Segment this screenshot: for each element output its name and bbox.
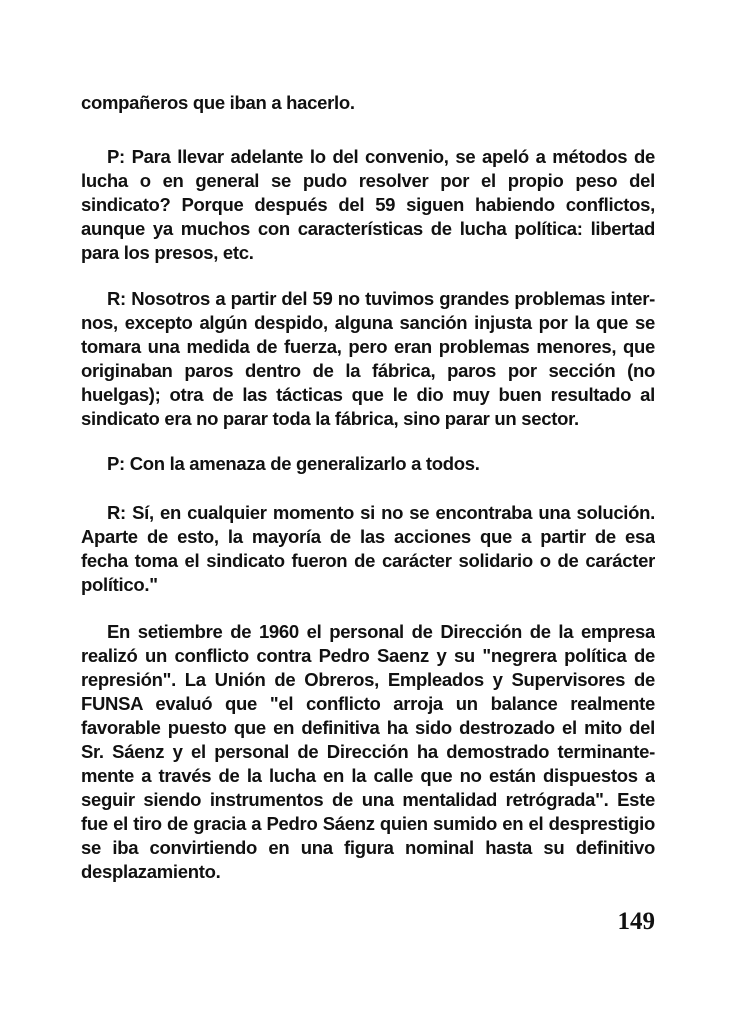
text-line: seguir siendo instrumentos de una mentalidad retrógrada". Este xyxy=(81,789,655,810)
paragraph xyxy=(81,501,655,597)
text-line: sindicato era no parar toda la fábrica, sino parar un sector. xyxy=(81,408,579,429)
text-line: favorable puesto que en definitiva ha sido destrozado el mito del xyxy=(81,717,655,738)
text-line: Aparte de esto, la mayoría de las acciones que a partir de esa xyxy=(81,526,655,547)
paragraph xyxy=(81,145,655,265)
text-line: FUNSA evaluó que "el conflicto arroja un balance realmente xyxy=(81,693,655,714)
text-line: político." xyxy=(81,574,158,595)
text-line: originaban paros dentro de la fábrica, paros por sección (no xyxy=(81,360,655,381)
text-line: En setiembre de 1960 el personal de Dirección de la empresa xyxy=(107,621,655,642)
paragraph xyxy=(81,620,655,884)
text-line: represión". La Unión de Obreros, Empleados y Supervisores de xyxy=(81,669,655,690)
page-number: 149 xyxy=(617,908,655,935)
text-line: nos, excepto algún despido, alguna sanción injusta por la que se xyxy=(81,312,655,333)
text-line: R: Sí, en cualquier momento si no se encontraba una solución. xyxy=(107,502,655,523)
text-line: se iba convirtiendo en una figura nominal hasta su definitivo xyxy=(81,837,655,858)
text-line: lucha o en general se pudo resolver por el propio peso del xyxy=(81,170,655,191)
text-line: R: Nosotros a partir del 59 no tuvimos grandes problemas inter- xyxy=(107,288,655,309)
text-line: tomara una medida de fuerza, pero eran problemas menores, que xyxy=(81,336,655,357)
text-line: mente a través de la lucha en la calle que no están dispuestos a xyxy=(81,765,655,786)
paragraph xyxy=(81,287,655,431)
text-line: P: Para llevar adelante lo del convenio, se apeló a métodos de xyxy=(107,146,655,167)
text-line: fue el tiro de gracia a Pedro Sáenz quien sumido en el desprestigio xyxy=(81,813,655,834)
text-line: sindicato? Porque después del 59 siguen habiendo conflictos, xyxy=(81,194,655,215)
text-line: aunque ya muchos con características de lucha política: libertad xyxy=(81,218,655,239)
text-line: realizó un conflicto contra Pedro Saenz y su "negrera política de xyxy=(81,645,655,666)
paragraph xyxy=(81,452,655,476)
text-line: P: Con la amenaza de generalizarlo a todos. xyxy=(107,453,480,474)
text-line: Sr. Sáenz y el personal de Dirección ha demostrado terminante- xyxy=(81,741,655,762)
text-line: compañeros que iban a hacerlo. xyxy=(81,92,355,113)
text-line: para los presos, etc. xyxy=(81,242,254,263)
text-line: huelgas); otra de las tácticas que le dio muy buen resultado al xyxy=(81,384,655,405)
text-line: fecha toma el sindicato fueron de carácter solidario o de carácter xyxy=(81,550,655,571)
text-line: desplazamiento. xyxy=(81,861,221,882)
paragraph xyxy=(81,91,655,115)
